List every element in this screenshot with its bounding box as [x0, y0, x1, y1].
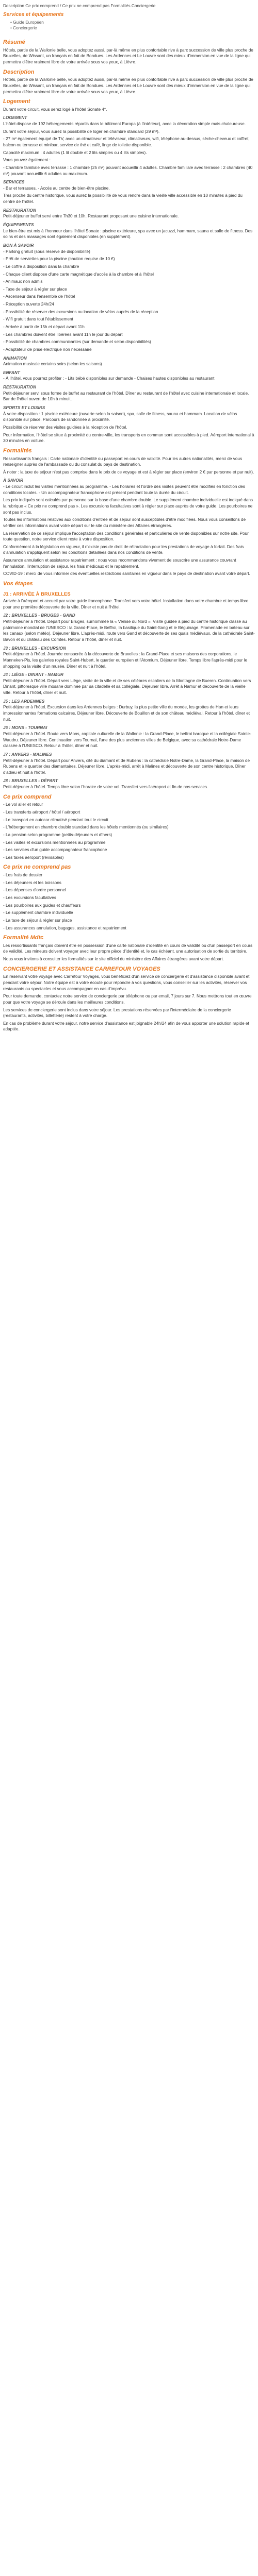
- paragraph: - 27 m² également équipé de TV, avec un climatiseur et téléviseur, climatiseurs, wifi, téléphone au-dessus, sèche-cheveux et coffret, balcon ou terrasse et minibar, service de thé et café, linge de toilette disponible.: [3, 137, 250, 147]
- paragraph: - Animaux non admis: [3, 279, 43, 284]
- paragraph: - Arrivée à partir de 15h et départ avant 11h: [3, 325, 85, 329]
- paragraph: En cas de problème durant votre séjour, notre service d'assistance est joignable 24h/24 afin de vous apporter une solution rapide et adaptée.: [3, 1021, 249, 1032]
- paragraph: Possibilité de réserver des visites guidées à la réception de l'hôtel.: [3, 425, 127, 430]
- paragraph: - Chambre familiale avec terrasse : 1 chambre (25 m²) pouvant accueillir 4 adultes. Chambre familiale avec terrasse : 2 chambres (40 m²) pouvant accueillir 6 adultes au maximum.: [3, 165, 253, 176]
- paragraph: Les services de conciergerie sont inclus dans votre séjour. Les prestations réservées par l'intermédiaire de la conciergerie (restaurants, activités, billetterie) restent à votre charge.: [3, 1007, 231, 1019]
- toc-item[interactable]: • Guide Européen: [10, 20, 255, 26]
- paragraph: En réservant votre voyage avec Carrefour Voyages, vous bénéficiez d'un service de conciergerie et d'assistance disponible avant et pendant votre séjour. Notre équipe est à votre écoute pour répondre à vos questions, vous conseiller sur les activités, réserver vos restaurants ou spectacles et vous accompagner en cas d'imprévu.: [3, 974, 250, 991]
- toc-title: Services et équipements: [3, 11, 64, 18]
- paragraph: Capacité maximum : 4 adultes (1 lit double et 2 lits simples ou 4 lits simples).: [3, 150, 147, 155]
- paragraph: - Le vol aller et retour: [3, 802, 43, 807]
- minor-heading: J8 : BRUXELLES - DÉPART: [3, 778, 58, 784]
- paragraph: - Les visites et excursions mentionnées au programme: [3, 840, 106, 845]
- paragraph: - Les excursions facultatives: [3, 895, 56, 900]
- paragraph: - L'hébergement en chambre double standard dans les hôtels mentionnés (ou similaires): [3, 825, 169, 830]
- paragraph: Durant votre circuit, vous serez logé à l'hôtel Sonate 4*.: [3, 107, 107, 112]
- paragraph: Conformément à la législation en vigueur, il n'existe pas de droit de rétractation pour les prestations de voyage à forfait. Des frais d'annulation s'appliquent selon les conditions détaillées dans nos conditions de vente.: [3, 544, 244, 555]
- minor-heading: SERVICES: [3, 180, 25, 185]
- section-heading: Ce prix ne comprend pas: [3, 864, 71, 871]
- paragraph: Ressortissants français : Carte nationale d'identité ou passeport en cours de validité. Pour les autres nationalités, merci de vous renseigner auprès de l'ambassade ou du consulat du pays de destination.: [3, 456, 243, 467]
- paragraph: Hôtels, partie de la Wallonie belle, vous adoptez aussi, par-là même en plus confortable rive à parc succession de ville plus proche de Bruxelles, de Wissant, un français en fait de Bondues. Les Ardennes et Le Louvre sont des mieux d'immersion en vue de la ligne qui permettra d'être vraiment libre de votre arrivée sous vos yeux, à Lièvre.: [3, 77, 253, 94]
- minor-heading: ANIMATION: [3, 355, 27, 361]
- paragraph: Hôtels, partie de la Wallonie belle, vous adoptez aussi, par-là même en plus confortable rive à parc succession de ville plus proche de Bruxelles, de Wissant, un français en fait de Bondues. Les Ardennes et Le Louvre sont des mieux d'immersion en vue de la ligne qui permettra d'être vraiment libre de votre arrivée sous vos yeux, à Lièvre.: [3, 47, 253, 64]
- main-content: [3, 39, 255, 1032]
- minor-heading: J6 : MONS - TOURNAI: [3, 725, 47, 731]
- paragraph: Petit-déjeuner à l'hôtel. Départ pour Anvers, cité du diamant et de Rubens : la cathédrale Notre-Dame, la Grand-Place, la maison de Rubens et le quartier des diamantaires. Déjeuner libre. L'après-midi, arrêt à Malines et découverte de son centre historique. Dîner d'adieu et nuit à l'hôtel.: [3, 758, 250, 775]
- paragraph: - Les taxes aéroport (révisables): [3, 855, 64, 860]
- paragraph: - Les déjeuners et les boissons: [3, 880, 61, 885]
- paragraph: - Les assurances annulation, bagages, assistance et rapatriement: [3, 925, 126, 930]
- minor-heading: À SAVOIR: [3, 478, 23, 483]
- paragraph: - Réception ouverte 24h/24: [3, 302, 54, 307]
- toc-list: [3, 20, 255, 31]
- section-heading: Formalités: [3, 447, 32, 454]
- paragraph: Durant votre séjour, vous aurez la possibilité de loger en chambre standard (29 m²).: [3, 129, 160, 134]
- paragraph: - Adaptateur de prise électrique non nécessaire: [3, 347, 92, 352]
- minor-heading: SPORTS ET LOISIRS: [3, 405, 45, 411]
- paragraph: Les ressortissants français doivent être en possession d'une carte nationale d'identité en cours de validité ou d'un passeport en cours de validité. Les mineurs doivent voyager avec leur propre pièce d'identité et, le cas échéant, une autorisation de sortie du territoire.: [3, 943, 253, 954]
- minor-heading: LOGEMENT: [3, 115, 27, 121]
- minor-heading: RESTAURATION: [3, 208, 36, 213]
- paragraph: Le bien-être est mis à l'honneur dans l'hôtel Sonate : piscine extérieure, spa avec un jacuzzi, hammam, sauna et salle de fitness. Des soins et des massages sont également disponibles (en supplément).: [3, 228, 253, 240]
- paragraph: - Parking gratuit (sous réserve de disponibilité): [3, 249, 90, 254]
- intro-line: Description Ce prix comprend / Ce prix ne comprend pas Formalités Conciergerie: [3, 4, 156, 8]
- minor-heading: J7 : ANVERS - MALINES: [3, 752, 52, 757]
- section-heading: Vos étapes: [3, 581, 33, 587]
- paragraph: - Possibilité de chambres communicantes (sur demande et selon disponibilités): [3, 340, 151, 345]
- paragraph: - Les transferts aéroport / hôtel / aéroport: [3, 809, 80, 815]
- minor-heading: J3 : BRUXELLES - EXCURSION: [3, 646, 66, 651]
- paragraph: - Ascenseur dans l'ensemble de l'hôtel: [3, 294, 75, 299]
- page: [0, 0, 258, 1039]
- section-heading: CONCIERGERIE ET ASSISTANCE CARREFOUR VOYAGES: [3, 965, 160, 972]
- toc-item[interactable]: • Conciergerie: [10, 25, 255, 31]
- paragraph: - Le transport en autocar climatisé pendant tout le circuit: [3, 817, 108, 822]
- paragraph: - Les services d'un guide accompagnateur francophone: [3, 848, 107, 853]
- paragraph: - Le circuit inclut les visites mentionnées au programme. - Les horaires et l'ordre des visites peuvent être modifiés en fonction des conditions locales. - Un accompagnateur francophone est présent pendant toute la durée du circuit.: [3, 484, 245, 495]
- paragraph: Nous vous invitons à consulter les formalités sur le site officiel du ministère des Affaires étrangères avant votre départ.: [3, 957, 224, 962]
- paragraph: Arrivée à l'aéroport et accueil par votre guide francophone. Transfert vers votre hôtel. Installation dans votre chambre et temps libre pour une première découverte de la ville. Dîner et nuit à l'hôtel.: [3, 599, 249, 609]
- paragraph: Très proche du centre historique, vous aurez la possibilité de vous rendre dans la vieille ville accessible en 10 minutes à pied du centre de l'hôtel.: [3, 193, 243, 205]
- minor-heading: J2 : BRUXELLES - BRUGES - GAND: [3, 613, 75, 618]
- paragraph: - La pension selon programme (petits-déjeuners et dîners): [3, 832, 112, 837]
- paragraph: - Les frais de dossier: [3, 873, 42, 878]
- paragraph: Petit-déjeuner à l'hôtel. Route vers Mons, capitale culturelle de la Wallonie : la Grand-Place, le beffroi baroque et la collégiale Sainte-Waudru. Déjeuner libre. Continuation vers Tournai, l'une des plus anciennes villes de Belgique, avec sa cathédrale Notre-Dame classée à l'UNESCO. Retour à l'hôtel, dîner et nuit.: [3, 731, 251, 749]
- minor-heading: BON À SAVOIR: [3, 243, 34, 248]
- paragraph: - Les dépenses d'ordre personnel: [3, 888, 66, 893]
- paragraph: - Le coffre à disposition dans la chambre: [3, 264, 79, 269]
- paragraph: Petit-déjeuner à l'hôtel. Départ vers Liège, visite de la ville et de ses célèbres escaliers de la Montagne de Bueren. Continuation vers Dinant, pittoresque ville mosane dominée par sa citadelle et sa collégiale. Déjeuner libre. Arrêt à Namur et découverte de la vieille ville. Retour à l'hôtel, dîner et nuit.: [3, 678, 251, 696]
- paragraph: Toutes les informations relatives aux conditions d'entrée et de séjour sont susceptibles d'être modifiées. Nous vous conseillons de vérifier ces informations avant votre départ sur le site du ministère des Affaires étrangères.: [3, 517, 246, 528]
- paragraph: - Prêt de serviettes pour la piscine (caution requise de 10 €): [3, 257, 115, 262]
- minor-heading: ENFANT: [3, 370, 20, 375]
- paragraph: Petit-déjeuner buffet servi entre 7h30 et 10h. Restaurant proposant une cuisine internationale.: [3, 214, 179, 219]
- paragraph: Assurance annulation et assistance rapatriement : nous vous recommandons vivement de souscrire une assurance couvrant l'annulation, l'interruption de séjour, les frais médicaux et le rapatriement.: [3, 558, 236, 569]
- paragraph: - Les pourboires aux guides et chauffeurs: [3, 903, 81, 908]
- paragraph: - À l'hôtel, vous pourrez profiter : - Lits bébé disponibles sur demande - Chaises hautes disponibles au restaurant: [3, 376, 215, 381]
- minor-heading: J5 : LES ARDENNES: [3, 699, 45, 704]
- paragraph: - Possibilité de réserver des excursions ou location de vélos auprès de la réception: [3, 309, 158, 314]
- paragraph: La réservation de ce séjour implique l'acceptation des conditions générales et particulières de vente disponibles sur notre site. Pour toute question, notre service client reste à votre disposition.: [3, 531, 249, 542]
- minor-heading: ÉQUIPEMENTS: [3, 223, 34, 228]
- section-heading: Formalité Mdtc: [3, 935, 44, 941]
- section-heading: Résumé: [3, 39, 25, 46]
- paragraph: À noter : la taxe de séjour n'est pas comprise dans le prix de ce voyage et est à régler sur place (environ 2 € par personne et par nuit).: [3, 469, 254, 474]
- section-heading: Logement: [3, 98, 30, 105]
- paragraph: - Chaque client dispose d'une carte magnétique d'accès à la chambre et à l'hôtel: [3, 272, 154, 277]
- section-heading: Description: [3, 69, 35, 75]
- paragraph: - Le supplément chambre individuelle: [3, 910, 73, 916]
- paragraph: - Les chambres doivent être libérées avant 11h le jour du départ: [3, 332, 123, 337]
- paragraph: Pour toute demande, contactez notre service de conciergerie par téléphone ou par email, 7 jours sur 7. Nous mettrons tout en œuvre pour que votre voyage se déroule dans les meilleures conditions.: [3, 994, 252, 1005]
- paragraph: Vous pouvez également :: [3, 158, 51, 163]
- paragraph: Petit-déjeuner à l'hôtel. Départ pour Bruges, surnommée la « Venise du Nord ». Visite guidée à pied du centre historique classé au patrimoine mondial de l'UNESCO : la Grand-Place, le Beffroi, la basilique du Saint-Sang et le Béguinage. Promenade en bateau sur les canaux (selon météo). Déjeuner libre. L'après-midi, route vers Gand et découverte de ses quais médiévaux, de la cathédrale Saint-Bavon et du château des Comtes. Retour à l'hôtel, dîner et nuit.: [3, 619, 255, 642]
- paragraph: À votre disposition : 1 piscine extérieure (ouverte selon la saison), spa, salle de fitness, sauna et hammam. Location de vélos disponible sur place. Parcours de randonnée à proximité.: [3, 411, 237, 422]
- paragraph: - Wifi gratuit dans tout l'établissement: [3, 317, 73, 322]
- paragraph: Animation musicale certains soirs (selon les saisons): [3, 362, 102, 367]
- paragraph: Petit-déjeuner à l'hôtel. Excursion dans les Ardennes belges : Durbuy, la plus petite ville du monde, les grottes de Han et leurs impressionnantes formations calcaires. Déjeuner libre. Découverte de Bouillon et de son château médiéval. Retour à l'hôtel, dîner et nuit.: [3, 705, 250, 722]
- paragraph: - Taxe de séjour à régler sur place: [3, 286, 67, 292]
- paragraph: Les prix indiqués sont calculés par personne sur la base d'une chambre double. Le supplément chambre individuelle est indiqué dans la rubrique « Ce prix ne comprend pas ». Les excursions facultatives sont à régler sur place auprès de votre guide. Les pourboires ne sont pas inclus.: [3, 498, 253, 515]
- paragraph: Petit-déjeuner servi sous forme de buffet au restaurant de l'hôtel. Dîner au restaurant de l'hôtel avec cuisine internationale et locale. Bar de l'hôtel ouvert de 10h à minuit.: [3, 391, 249, 402]
- paragraph: Petit-déjeuner à l'hôtel. Temps libre selon l'horaire de votre vol. Transfert vers l'aéroport et fin de nos services.: [3, 785, 208, 790]
- paragraph: Pour information, l'hôtel se situe à proximité du centre-ville, les transports en commun sont accessibles à pied. Aéroport international à 30 minutes en voiture.: [3, 432, 254, 444]
- paragraph: - Bar et terrasses, - Accès au centre de bien-être piscine.: [3, 185, 110, 191]
- paragraph: L'hôtel dispose de 192 hébergements répartis dans le bâtiment Europa (à l'intérieur), avec la décoration simple mais chaleureuse.: [3, 122, 246, 127]
- paragraph: - La taxe de séjour à régler sur place: [3, 918, 72, 923]
- minor-heading: RESTAURATION: [3, 385, 36, 390]
- subsection-heading: J1 : ARRIVÉE À BRUXELLES: [3, 591, 71, 597]
- paragraph: Petit-déjeuner à l'hôtel. Journée consacrée à la découverte de Bruxelles : la Grand-Place et ses maisons des corporations, le Manneken-Pis, les galeries royales Saint-Hubert, le quartier européen et l'Atomium. Déjeuner libre. Temps libre l'après-midi pour le shopping ou la visite d'un musée. Dîner et nuit à l'hôtel.: [3, 652, 248, 669]
- paragraph: COVID-19 : merci de vous informer des éventuelles restrictions sanitaires en vigueur dans le pays de destination avant votre départ.: [3, 571, 250, 577]
- minor-heading: J4 : LIÈGE - DINANT - NAMUR: [3, 672, 63, 677]
- table-of-contents: [3, 11, 255, 31]
- section-heading: Ce prix comprend: [3, 793, 52, 800]
